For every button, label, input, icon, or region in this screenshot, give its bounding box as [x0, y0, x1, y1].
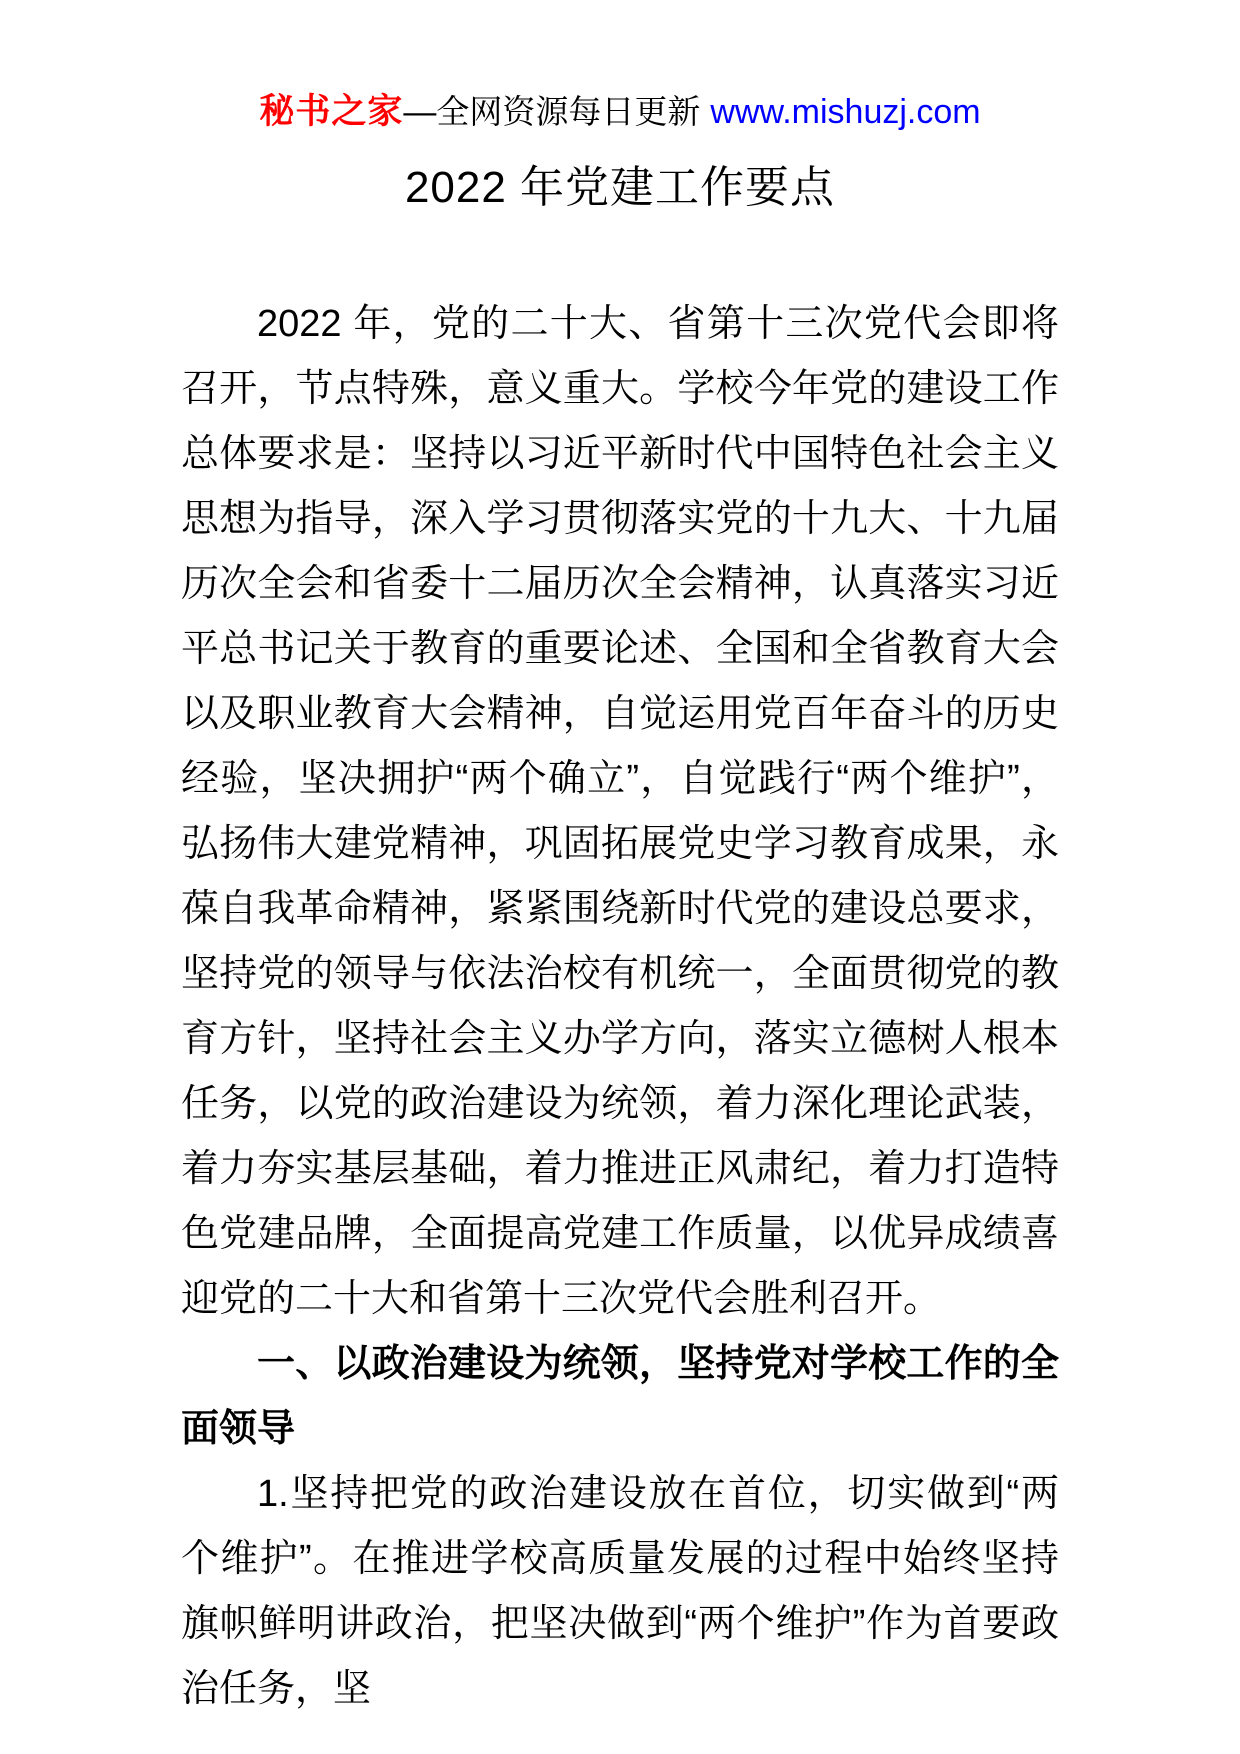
body-paragraph: 1.坚持把党的政治建设放在首位，切实做到“两个维护”。在推进学校高质量发展的过程中始终坚持旗帜鲜明讲政治，把坚决做到“两个维护”作为首要政治任务，坚: [181, 1473, 1059, 1710]
site-url-link[interactable]: www.mishuzj.com: [710, 93, 981, 131]
site-tagline: —全网资源每日更新: [403, 93, 701, 130]
site-brand: 秘书之家: [259, 92, 404, 131]
document-body: [181, 292, 1059, 1722]
page-title: 2022 年党建工作要点: [404, 163, 836, 212]
site-header: [0, 0, 1240, 134]
section-heading: 一、以政治建设为统领，坚持党对学校工作的全面领导: [181, 1343, 1059, 1450]
body-paragraph: 2022 年，党的二十大、省第十三次党代会即将召开，节点特殊，意义重大。学校今年党的建设工作总体要求是：坚持以习近平新时代中国特色社会主义思想为指导，深入学习贯彻落实党的十九大、十九届历次全会和省委十二届历次全会精神，认真落实习近平总书记关于教育的重要论述、全国和全省教育大会以及职业教育大会精神，自觉运用党百年奋斗的历史经验，坚决拥护“两个确立”，自觉践行“两个维护”，弘扬伟大建党精神，巩固拓展党史学习教育成果，永葆自我革命精神，紧紧围绕新时代党的建设总要求，坚持党的领导与依法治校有机统一，全面贯彻党的教育方针，坚持社会主义办学方向，落实立德树人根本任务，以党的政治建设为统领，着力深化理论武装，着力夯实基层基础，着力推进正风肃纪，着力打造特色党建品牌，全面提高党建工作质量，以优异成绩喜迎党的二十大和省第十三次党代会胜利召开。: [181, 303, 1059, 1320]
